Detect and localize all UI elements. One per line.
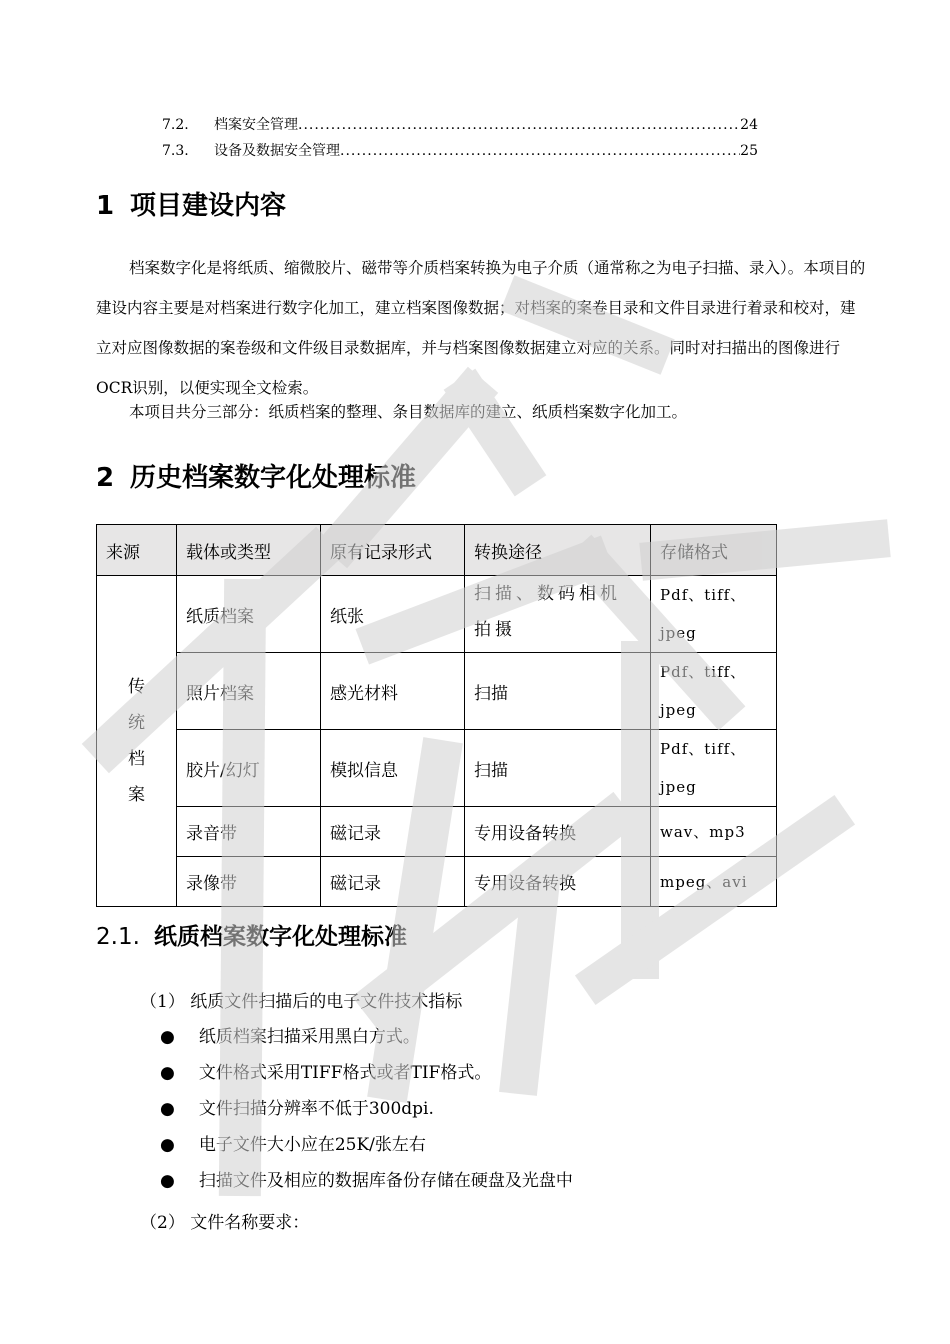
toc-title: 设备及数据安全管理 <box>214 143 340 159</box>
cell-record: 模拟信息 <box>321 730 465 807</box>
table-header-row <box>97 525 777 576</box>
section-title: 历史档案数字化处理标准 <box>130 463 417 493</box>
cell-method: 扫描、数码相机拍摄 <box>465 576 651 653</box>
header-source: 来源 <box>97 525 177 576</box>
toc-number: 7.2. <box>162 117 189 133</box>
cell-format: mpeg、avi <box>651 857 777 907</box>
table-row <box>97 653 777 730</box>
list-item-1-heading: （1） 纸质文件扫描后的电子文件技术指标 <box>140 992 463 1012</box>
section-1-paragraph-1: 档案数字化是将纸质、缩微胶片、磁带等介质档案转换为电子介质（通常称之为电子扫描、录入）。本项目的建设内容主要是对档案进行数字化加工，建立档案图像数据；对档案的案卷目录和文件目录进行着录和校对，建立对应图像数据的案卷级和文件级目录数据库，并与档案图像数据建立对应的关系。同时对扫描出的图像进行OCR识别，以便实现全文检索。 <box>96 259 866 397</box>
cell-format: Pdf、tiff、jpeg <box>651 730 777 807</box>
section-1-heading <box>96 185 286 222</box>
bullet-icon: ● <box>160 1099 175 1119</box>
bullet-icon: ● <box>160 1171 175 1191</box>
toc-title: 档案安全管理 <box>214 117 298 133</box>
group-label: 传 统 档 案 <box>128 677 145 805</box>
section-number: 1 <box>96 191 115 221</box>
toc-number: 7.3. <box>162 143 189 159</box>
list-item: ● 文件格式采用TIFF格式或者TIF格式。 <box>160 1063 492 1083</box>
toc-leader-dots <box>340 141 740 161</box>
bullet-icon: ● <box>160 1135 175 1155</box>
list-item: ● 扫描文件及相应的数据库备份存储在硬盘及光盘中 <box>160 1171 573 1191</box>
cell-record: 磁记录 <box>321 807 465 857</box>
section-title: 纸质档案数字化处理标准 <box>154 924 407 950</box>
header-carrier-type: 载体或类型 <box>177 525 321 576</box>
toc-entry-7-3[interactable] <box>162 141 758 161</box>
section-1-paragraph-2: 本项目共分三部分：纸质档案的整理、条目数据库的建立、纸质档案数字化加工。 <box>129 403 688 421</box>
cell-type: 胶片/幻灯 <box>177 730 321 807</box>
table-row <box>97 857 777 907</box>
cell-format: Pdf、tiff、jpeg <box>651 653 777 730</box>
section-title: 项目建设内容 <box>130 191 287 221</box>
toc-leader-dots <box>298 115 740 135</box>
section-2-heading <box>96 457 416 494</box>
cell-record: 纸张 <box>321 576 465 653</box>
cell-record: 磁记录 <box>321 857 465 907</box>
cell-type: 录像带 <box>177 857 321 907</box>
cell-method: 专用设备转换 <box>465 857 651 907</box>
header-storage-format: 存储格式 <box>651 525 777 576</box>
cell-method: 扫描 <box>465 653 651 730</box>
list-item: ● 文件扫描分辨率不低于300dpi. <box>160 1099 434 1119</box>
list-item: ● 纸质档案扫描采用黑白方式。 <box>160 1027 420 1047</box>
list-item: ● 电子文件大小应在25K/张左右 <box>160 1135 426 1155</box>
cell-type: 录音带 <box>177 807 321 857</box>
bullet-icon: ● <box>160 1027 175 1047</box>
cell-format: wav、mp3 <box>651 807 777 857</box>
header-original-record: 原有记录形式 <box>321 525 465 576</box>
cell-type: 照片档案 <box>177 653 321 730</box>
cell-method: 专用设备转换 <box>465 807 651 857</box>
cell-format: Pdf、tiff、jpeg <box>651 576 777 653</box>
cell-record: 感光材料 <box>321 653 465 730</box>
list-item-2-heading: （2） 文件名称要求： <box>140 1213 310 1233</box>
cell-type: 纸质档案 <box>177 576 321 653</box>
conversion-standards-table <box>96 524 777 907</box>
header-conversion-method: 转换途径 <box>465 525 651 576</box>
section-number: 2 <box>96 463 115 493</box>
toc-page-number: 24 <box>740 117 758 133</box>
table-row <box>97 807 777 857</box>
table-row <box>97 730 777 807</box>
toc-entry-7-2[interactable] <box>162 115 758 135</box>
table-row <box>97 576 777 653</box>
section-2-1-heading <box>96 918 407 951</box>
toc-page-number: 25 <box>740 143 758 159</box>
section-number: 2.1. <box>96 924 140 950</box>
cell-method: 扫描 <box>465 730 651 807</box>
group-label-cell <box>97 576 177 907</box>
bullet-icon: ● <box>160 1063 175 1083</box>
